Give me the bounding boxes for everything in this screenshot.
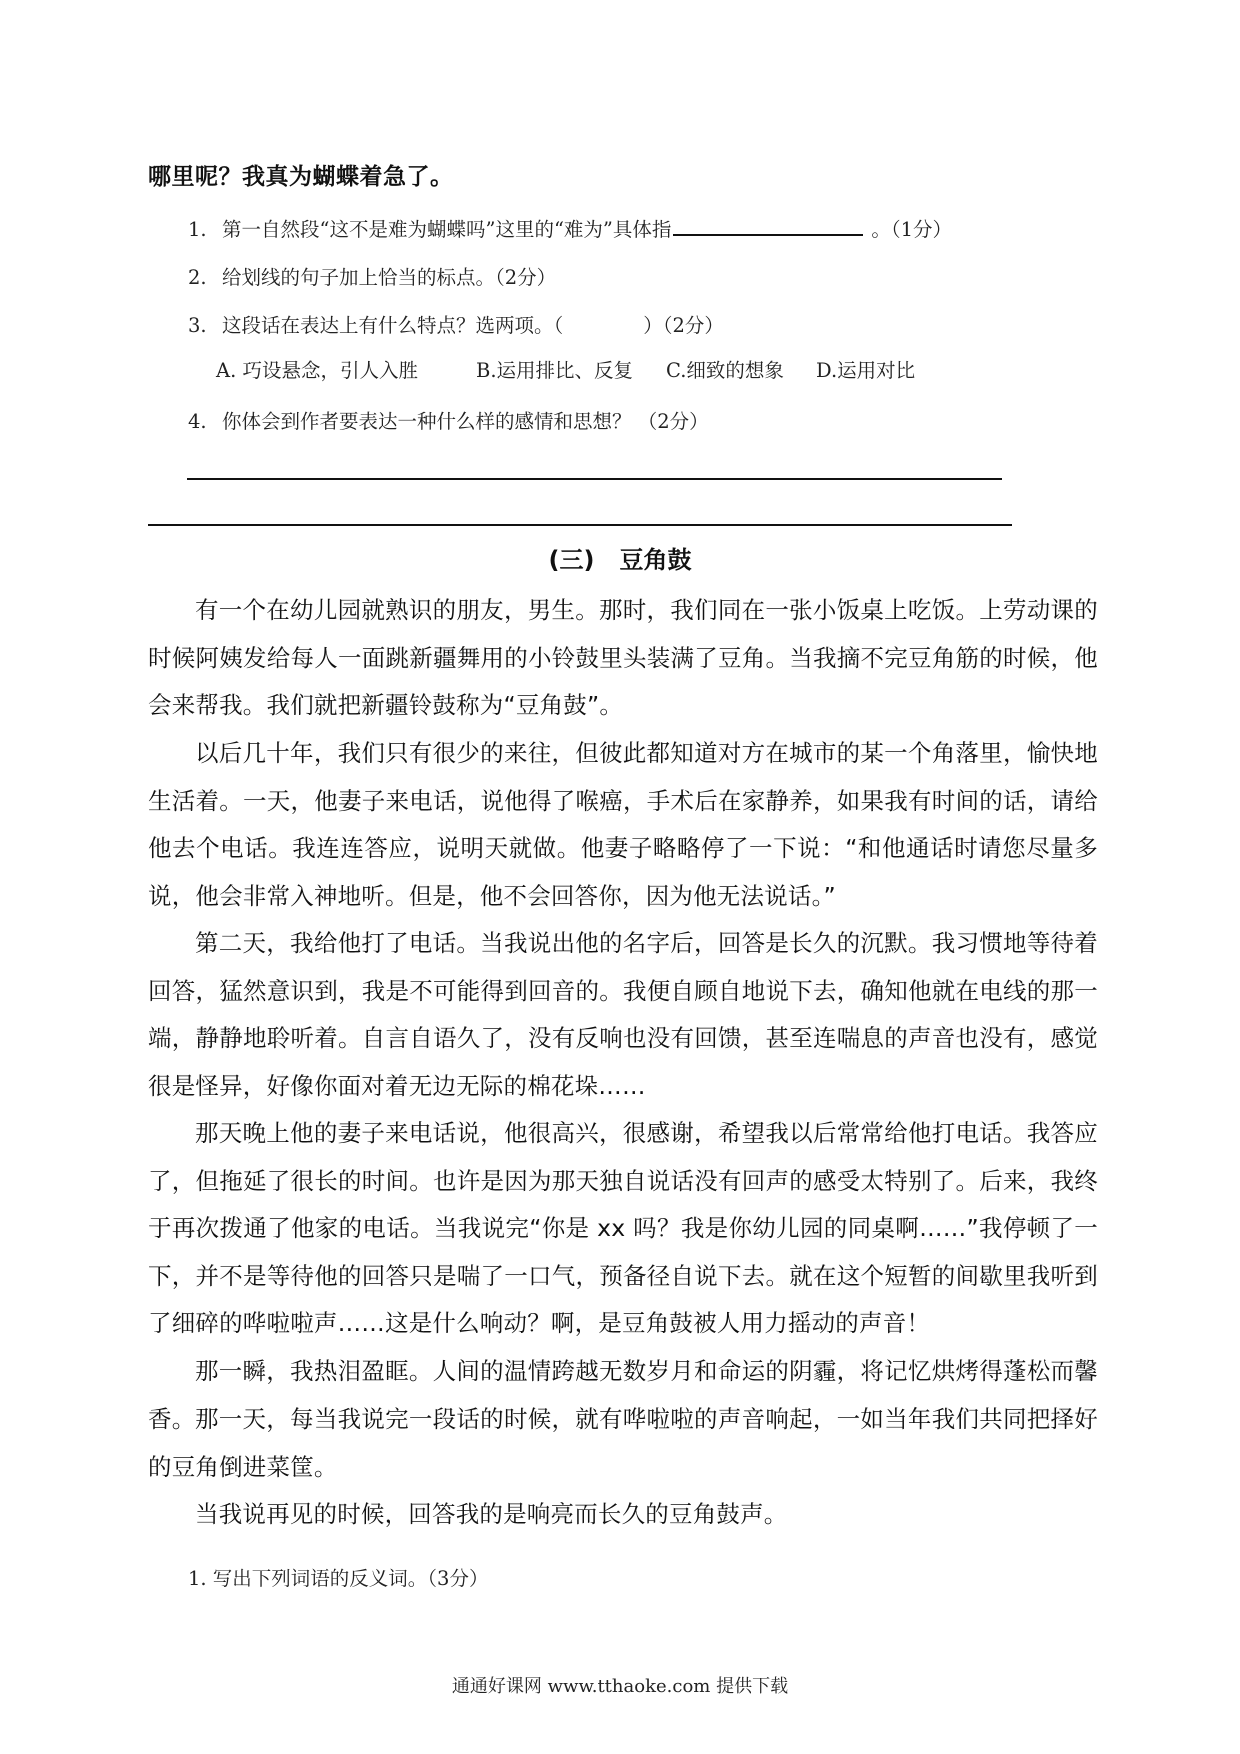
paragraph-5: 那一瞬，我热泪盈眶。人间的温情跨越无数岁月和命运的阴霾，将记忆烘烤得蓬松而馨香。 [148,1357,1098,1433]
answer-blank[interactable] [673,216,863,236]
paragraph-4: 那天晚上他的妻子来电话说，他很高兴，很感谢，希望我以后常常给他打电话。我答应了，但拖延了很长的时间。也许是因为那天独自说话没有回声的感受太特别了。后来，我终于再次拨通了他家的电话。当我说完“你是 xx 吗？我是你幼儿园的同桌啊……”我停顿了一下，并不是等待他的回答只是喘了一口气，预备径自说下去。就在这个短暂的间歇里我听到了细碎的哗啦啦声……这是什么响动？啊，是豆角鼓被人用力摇动的声音！ [148,1119,1098,1337]
option-d: D.运用对比 [816,359,916,382]
section-title: (三) 豆角鼓 [548,546,692,574]
options-row [216,355,915,383]
question-1: 1. 第一自然段“这不是难为蝴蝶吗”这里的“难为”具体指 。（1分） [188,218,953,241]
answer-line-1[interactable] [187,478,1002,480]
section3-question-1: 1. 写出下列词语的反义词。（3分） [188,1567,489,1590]
option-b: B.运用排比、反复 [476,359,634,382]
question-4: 4. 你体会到作者要表达一种什么样的感情和思想？ （2分） [188,410,709,433]
question-3: 3. 这段话在表达上有什么特点？选两项。（ ）（2分） [188,314,724,337]
paragraph-7: 当我说再见的时候，回答我的是响亮而长久的豆角鼓声。 [195,1500,788,1528]
carryover-text: 哪里呢？我真为蝴蝶着急了。 [148,164,454,190]
option-a: A. 巧设悬念，引人入胜 [216,359,418,382]
paragraph-3: 第二天，我给他打了电话。当我说出他的名字后，回答是长久的沉默。我习惯地等待着回答，猛然意识到，我是不可能得到回音的。我便自顾自地说下去，确知他就在电线的那一端，静静地聆听着。自言自语久了，没有反响也没有回馈，甚至连喘息的声音也没有，感觉很是怪异，好像你面对着无边无际的棉花垛…… [148,929,1098,1100]
paragraph-2: 以后几十年，我们只有很少的来往，但彼此都知道对方在城市的某一个角落里，愉快地生活着。一天，他妻子来电话，说他得了喉癌，手术后在家静养，如果我有时间的话，请给他去个电话。我连连答应，说明天就做。他妻子略略停了一下说：“和他通话时请您尽量多说，他会非常入神地听。但是，他不会回答你，因为他无法说话。” [148,739,1098,910]
paragraph-6: 那一天，每当我说完一段话的时候，就有哗啦啦的声音响起，一如当年我们共同把择好的豆角倒进菜筐。 [148,1405,1098,1481]
answer-line-2[interactable] [148,524,1012,526]
footer-text: 通通好课网 www.tthaoke.com 提供下载 [451,1676,789,1697]
option-c: C.细致的想象 [666,359,784,382]
question-2: 2. 给划线的句子加上恰当的标点。（2分） [188,266,557,289]
paragraph-1: 有一个在幼儿园就熟识的朋友，男生。那时，我们同在一张小饭桌上吃饭。上劳动课的时候阿姨发给每人一面跳新疆舞用的小铃鼓里头装满了豆角。当我摘不完豆角筋的时候，他会来帮我。我们就把新疆铃鼓称为“豆角鼓”。 [148,596,1098,719]
